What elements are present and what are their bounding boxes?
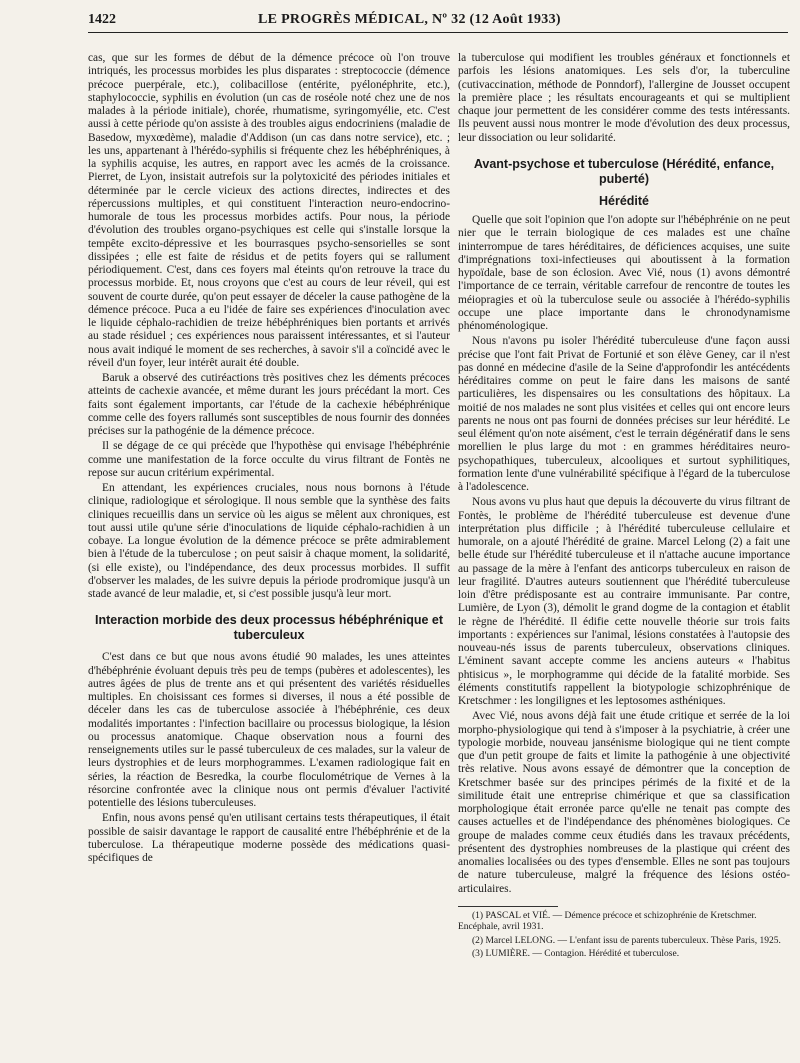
paragraph: Baruk a observé des cutiréactions très positives chez les déments précoces atteints de cachexie avancée, et même durant les jours précédant la mort. Ces faits sont également importants, car l'étude de la cachexie hébéphrénique comme celle des foyers rallumés sont susceptibles de nous fournir des données précises sur la pathogénie de la démence précoce. [88, 372, 450, 437]
footnote-rule [458, 906, 558, 907]
journal-title: LE PROGRÈS MÉDICAL, Nº 32 (12 Août 1933) [258, 12, 561, 27]
paragraph: cas, que sur les formes de début de la démence précoce où l'on trouve intriqués, les processus morbides les plus disparates : streptococcie (démence précoce puerpérale, etc.), colibacillose (entérite, pyélonéphrite, etc.), staphylococcie, syphilis en évolution (un cas de roséole noté chez une de nos malades à la période initiale), chorée, rhumatisme, syringomyélie, etc. C'est aussi à cette période qu'on assiste à des troubles aigus endocriniens (maladie de Basedow, myxœdème), maladie d'Addison (un cas dans notre service), etc. ; les uns, appartenant à l'hérédo-syphilis si fréquente chez les hébéphréniques, à la syphilis acquise, les autres, en rapport avec les acmés de la croissance. Pierret, de Lyon, insistait autrefois sur la polytoxicité des périodes initiales et déterminée par le cercle vicieux des actions directes, indirectes et des répercussions multiples, et qui constituent l'interaction neuro-endocrino-humorale de tous les processus morbides actifs. Pour nous, la période d'évolution des troubles organo-psychiques est celle qui s'installe lorsque la tempête excito-dépressive et les bourrasques psycho-sensorielles se sont dissipées ; elle est faite de résidus et de petits foyers qui se rallument périodiquement. C'est, dans ces foyers mal éteints qu'on retrouve la trace du processus morbide. Et, nous croyons que c'est au cours de leur réveil, qui est souvent de courte durée, qu'on peut essayer de déceler la cause pathogène de la démence précoce. Puca a eu l'idée de faire ses expériences d'inoculation avec le liquide céphalo-rachidien de treize hébéphréniques bien portants et arrivés au stade résiduel ; ces expériences nous paraissent intéressantes, et si l'auteur nous avait indiqué le moment de ses recherches, à savoir s'il a coïncidé avec le réveil d'un foyer, leur intérêt aurait été double. [88, 52, 451, 369]
paragraph: Enfin, nous avons pensé qu'en utilisant certains tests thérapeutiques, il était possible de saisir davantage le rapport de causalité entre l'hébéphrénie et de la tuberculose. La thérapeutique moderne possède des médications quasi-spécifiques de [88, 812, 450, 864]
paragraph: Il se dégage de ce qui précède que l'hypothèse qui envisage l'hébéphrénie comme une manifestation de la force occulte du virus filtrant de Fontès ne repose sur aucun critérium expérimental. [88, 440, 450, 479]
right-column [458, 52, 790, 1052]
footnote: (3) LUMIÈRE. — Contagion. Hérédité et tuberculose. [472, 949, 680, 960]
paragraph: Avec Vié, nous avons déjà fait une étude critique et serrée de la loi morpho-physiologique qui tend à s'imposer à la psychiatrie, à créer une typologie morbide, nouveau jansénisme biologique qui ne tient compte que d'un petit groupe de faits et limite la pathogénie à une objectivité très relative. Nous avons essayé de démontrer que la conception de Kretschmer basée sur des principes périmés de la fixité et de la similitude était une entreprise chimérique et que sa classification morphologique était erronée parce qu'elle ne tenait pas compte des causes actuelles et de l'indépendance des phénomènes biologiques. Ce groupe de malades comme ceux étudiés dans les travaux précédents, présentent des dystrophies nombreuses de la plastique qui créent des anomalies localisées ou des types d'ensemble. Elles ne sont pas toujours de nature tuberculeuse, malgré la fréquence des lésions ostéo-articulaires. [458, 710, 790, 895]
paragraph: Quelle que soit l'opinion que l'on adopte sur l'hébéphrénie on ne peut nier que le terrain biologique de ces malades est une chaîne ininterrompue de tares héréditaires, de déficiences acquises, une suite d'imprégnations toxi-infectieuses qui aboutissent à la formation hypoïdale, base de son éclosion. Avec Vié, nous (1) avons démontré l'importance de ce terrain, véritable carrefour de rencontre de toutes les méiopragies et où la tuberculose seule ou associée à l'hérédo-syphilis occupe une place importante dans le chronodynamisme phénoménologique. [458, 214, 790, 332]
subsection-heading: Hérédité [598, 193, 650, 208]
paragraph: Nous n'avons pu isoler l'hérédité tuberculeuse d'une façon aussi précise que l'ont fait Privat de Fortunié et son élève Geney, car il n'est pas donné en médecine d'asile de la Seine d'approfondir les antécédents héréditaires comme on peut le faire dans les maisons de santé particulières, les dispensaires ou les consultations des hôpitaux. La moitié de nos malades ne sont plus visitées et celles qui ont encore leurs parents ne nous ont pas fourni de données précises sur leur hérédité. Le seul élément qu'on note aisément, c'est le terrain dégénératif dans le sens morellien le plus large du mot : en grammes héréditaires neuro-psychopathiques, tuberculeux, alcooliques et surtout syphilitiques, formation lente d'une vulnérabilité spécifique à l'égard de la tuberculose à l'adolescence. [458, 335, 790, 493]
footnote: (1) PASCAL et VIÉ. — Démence précoce et schizophrénie de Kretschmer. Encéphale, avril 1931. [458, 910, 757, 933]
paragraph: C'est dans ce but que nous avons étudié 90 malades, les unes atteintes d'hébéphrénie évoluant depuis très peu de temps (pubères et adolescentes), les autres âgées de plus de trente ans et qui présentent des variétés résiduelles multiples. En choisissant ces formes si diverses, il nous a été possible de déceler dans les cas de tuberculose associée à l'hébéphrénie, ces deux modalités importantes : l'infection bacillaire ou processus biologique, la lésion ou processus anatomique. Chaque observation nous a fourni des renseignements utiles sur le passé tuberculeux de ces malades, sur la valeur de leurs dystrophies et de leurs morphogrammes. L'examen radiologique fait en séries, la réaction de Besredka, la courbe floculométrique de Vernes à la résorcine confrontée avec la clinique nous ont permis d'évaluer l'activité potentielle des lésions tuberculeuses. [88, 651, 450, 809]
paragraph: la tuberculose qui modifient les troubles généraux et fonctionnels et parfois les lésions anatomiques. Les sels d'or, la tuberculine (cutivaccination, méthode de Ponndorf), l'allergine de Jousset occupent la première place ; les résultats encourageants et qui se multiplient chaque jour permettent de les considérer comme des tests intéressants. Ils peuvent aussi nous montrer le mode d'évolution des deux processus, leur dissociation ou leur solidarité. [458, 52, 790, 144]
left-column [88, 52, 450, 1052]
running-header [88, 10, 788, 33]
paragraph: En attendant, les expériences cruciales, nous nous bornons à l'étude clinique, radiologique et sérologique. Il nous semble que la synthèse des faits cliniques recueillis dans un service où les aigus se mêlent aux chroniques, est tout aussi utile qu'une série d'inoculations de liquide céphalo-rachidien à un cobaye. La longue évolution de la démence précoce se prête admirablement bien à l'étude de la tuberculose ; on peut saisir à chaque moment, la solidarité, (si elle existe), ou l'indépendance, des deux processus morbides. Il suffit d'observer les malades, de les suivre depuis la période prodromique jusqu'à un stade avancé de leur maladie, et, si c'est possible jusqu'à leur mort. [88, 482, 450, 600]
paragraph: Nous avons vu plus haut que depuis la découverte du virus filtrant de Fontès, le problème de l'hérédité tuberculeuse est devenue d'une interprétation plus difficile ; à l'hérédité tuberculeuse cellulaire et humorale, on a ajouté l'hérédité de graine. Marcel Lelong (2) a fait une belle étude sur l'hérédité tuberculeuse et il n'attache aucune importance au passage de la mère à l'enfant des anticorps tuberculeux en raison de leur fragilité. D'autres auteurs soutiennent que l'hérédité tuberculeuse loin d'être prédisposante est au contraire immunisante. Par contre, Lumière, de Lyon (3), démolit le grand dogme de la contagion et établit le règne de l'hérédité. Il édifie cette nouvelle théorie sur trois faits importants : expériences sur l'animal, lésions constatées à l'autopsie des nouveau-nés issus de parents tuberculeux, observations cliniques. L'éminent savant accepte comme les anciens auteurs « l'habitus phtisicus », le morphogramme qui décide de la fatalité morbide. Ses éléments constitutifs rappellent la biotypologie schizophrénique de Kretschmer : les longilignes et les leptosomes asthéniques. [458, 496, 790, 707]
section-heading: Avant-psychose et tuberculose (Hérédité, enfance, puberté) [473, 156, 775, 186]
footnote: (2) Marcel LELONG. — L'enfant issu de parents tuberculeux. Thèse Paris, 1925. [472, 935, 781, 946]
section-heading: Interaction morbide des deux processus hébéphrénique et tuberculeux [95, 613, 443, 643]
page-number: 1422 [88, 12, 116, 27]
